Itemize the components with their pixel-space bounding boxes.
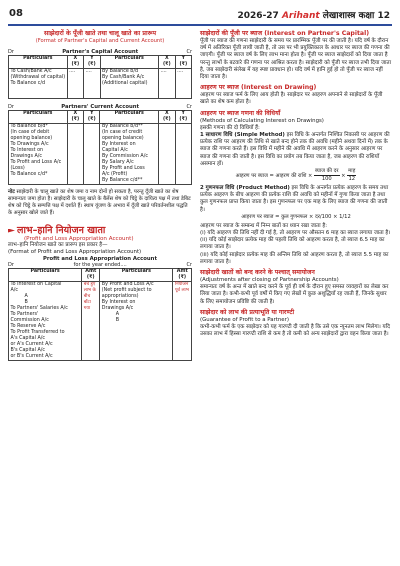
ledger-entry: (Withdrawal of capital)	[10, 75, 66, 80]
ledger-entry: B	[115, 318, 120, 324]
methods-subtitle: (Methods of Calculating Interest on Drawings)	[200, 117, 324, 124]
guarantee-text: कभी-कभी फर्म के एक साझेदार को यह गारण्टी दी जाती है कि उसे एक न्यूनतम लाभ मिलेगा। यदि उसका लाभ में हिस्सा गारण्टी राशि से कम है तो कमी को अन्य साझेदारों द्वारा वहन किया जाता है।	[200, 324, 390, 338]
current-account-table	[8, 110, 192, 185]
formula-1	[200, 168, 392, 183]
draw-interest-title: आहरण पर ब्याज (Interest on Drawing)	[200, 84, 317, 92]
col-header: X (₹)	[67, 56, 84, 69]
ledger-entry: By Interest on	[101, 142, 136, 147]
pl-appropriation-table	[8, 268, 192, 361]
ledger-entry: To Interest on Capital	[10, 282, 62, 288]
times-sign: ×	[341, 173, 346, 180]
amount-cell	[84, 124, 100, 185]
circ-text: आहरण पर ब्याज के सम्बन्ध में निम्न बातों का ध्यान रखा जाता है:	[200, 222, 328, 229]
ledger-entry: (In case of credit	[101, 130, 143, 135]
ledger-entry: To Balance c/d*	[10, 172, 48, 177]
pl-balance-note: बचे हुए लाभ के बीच बाँटा गया	[82, 282, 100, 361]
ledger-entry: opening balance)	[10, 136, 53, 141]
col-header: Particulars	[9, 269, 82, 282]
header-title: लेखाशास्त्र कक्षा 12	[322, 11, 390, 21]
pl-paragraph: लाभ–हानि नियोजन खाते का प्रारूप इस प्रकार है—	[8, 242, 108, 248]
col-header: Amt (₹)	[173, 269, 192, 282]
pl-caption: Profit and Loss Appropriation Account	[42, 256, 157, 263]
ledger-entry: To Partners' Salaries A/c	[10, 306, 68, 312]
ledger-entry: To Balance c/d	[10, 81, 46, 86]
amount-cell	[67, 124, 84, 185]
ledger-entry: To Interest on	[10, 148, 44, 153]
method-1-text: इस विधि के अन्तर्गत निश्चित निकासी पर आहरण की प्रत्येक राशि पर आहरण की तिथि से खाते बन्द होने तक की अवधि (महीने अथवा दिनों में) तक के ब्याज की गणना करते हैं। इस विधि में महीने की अवधि में आहरण करने के अनुसार आहरण पर ब्याज की गणना की जाती है। इस विधि का प्रयोग तब किया जाता है, जब आहरण की राशियाँ असमान हों।	[200, 132, 390, 167]
frac-den: 100	[321, 176, 332, 183]
ledger-entry: By Profit and Loss	[101, 166, 145, 171]
ledger-entry: By Salary A/c	[101, 160, 134, 165]
col-header: Particulars	[9, 56, 68, 69]
circ-item: (iii) यदि कोई साझेदार प्रत्येक माह की अन्तिम तिथि को आहरण करता है, तो ब्याज 5.5 माह का लगाया जाता है।	[200, 251, 389, 265]
ledger-cell	[9, 282, 82, 361]
method-2	[200, 185, 392, 214]
ledger-entry: By Interest on	[101, 300, 136, 306]
brand-logo: Arihant	[281, 11, 320, 21]
ledger-entry: Drawings A/c	[101, 306, 134, 312]
col-header: Y (₹)	[175, 56, 191, 69]
note-text: साझेदारी के चालू खाते का शेष जमा व नाम दोनों हो सकता है, परन्तु दूँजी खाते का शेष सामान्यतः जमा होता है। साझेदारी के चालू खाते के बैलेंस शेष को चिट्ठे के दायित्व पक्ष में तथा डेबिट शेष को चिट्ठे के सम्पत्ति पक्ष में दर्शाते हैं। स्थाप यूंजण के अभाव में दूँजी खाते परिवर्तनशील पद्धति के अनुसार खोले जाते हैं।	[8, 189, 191, 216]
col-header: Amt (₹)	[82, 269, 100, 282]
adjust-text: समान्यतः वर्ष के अन्त में खाते बन्द करने के पूर्व ही वर्ष के दौरान हुए समस्त व्यवहारों का लेखा कर लिया जाता है। कभी-कभी पूर्व वर्षों में किए गए लेखों में कुछ अशुद्धियाँ रह जाती हैं, जिनके सुधार के लिए समायोजन प्रविष्टि की जाती है।	[200, 284, 389, 305]
method-1	[200, 132, 392, 168]
col-header: Particulars	[100, 269, 173, 282]
ledger-entry: A	[115, 312, 120, 318]
ledger-entry: To Profit Transferred to	[10, 330, 65, 336]
ledger-entry: opening balance)	[101, 136, 144, 141]
methods-title: आहरण पर ब्याज गणना की विधियाँ	[200, 109, 281, 117]
formula-2: आहरण पर ब्याज = कुल गुणनफल × दर/100 × 1/12	[241, 213, 351, 220]
ledger-entry: Commission A/c	[10, 318, 49, 324]
ledger-cell	[100, 282, 173, 361]
ledger-entry: B's Capital A/c	[10, 348, 46, 354]
col-header: Y (₹)	[84, 56, 100, 69]
cr-label: Cr	[186, 262, 192, 269]
cr-label: Cr	[186, 104, 192, 110]
method-2-title: 2 गुणनफल विधि (Product Method)	[200, 185, 290, 192]
cap-interest-title: साझेदारों की पूँजी पर ब्याज (Interest on Partner's Capital)	[200, 30, 370, 37]
ledger-entry: A/c (Profit)	[101, 172, 128, 177]
running-header	[238, 8, 390, 21]
dr-label: Dr	[8, 104, 14, 110]
frac-num: ब्याज की दर	[315, 168, 339, 175]
col-header: X (₹)	[159, 56, 176, 69]
guarantee-subtitle: (Guarantee of Profit to a Partner)	[200, 316, 289, 323]
capital-account-table	[8, 55, 192, 99]
capital-formats-title: साझेदारों के पूँजी खाते तथा चालू खाते का प्रारूप	[43, 30, 157, 37]
section-arrow-icon	[8, 229, 15, 233]
ledger-entry: (Net profit subject to	[101, 288, 152, 294]
amount-cell	[175, 124, 191, 185]
amount-cell: ....	[84, 69, 100, 99]
amount-cell: ....	[67, 69, 84, 99]
ledger-entry: To Balance b/d*	[10, 124, 48, 129]
amount-cell: ....	[159, 69, 176, 99]
col-header: Particulars	[100, 56, 159, 69]
draw-interest-text: आहरण पर ब्याज फर्म के लिए आय होती है। साझेदार पर आहरण अपनाने से साझेदारों के पूँजी खाते का शेष कम होता है।	[200, 92, 383, 106]
ledger-entry: By Commission A/c	[101, 154, 148, 159]
ledger-entry: Drawings A/c	[10, 154, 43, 159]
ledger-entry: A/c	[10, 288, 19, 294]
ledger-entry: By Cash/Bank A/c	[102, 75, 145, 80]
pl-appropriation-title	[8, 223, 192, 236]
cur-account-caption: Partners' Current Account	[61, 104, 140, 110]
method-2-text: इस विधि के अन्तर्गत प्रत्येक आहरण के समय तथा प्रत्येक आहरण के बीच आहरण की प्रत्येक राशि की अवधि को महीनों में गुणा किया जाता है तथा कुल गुणनफल प्राप्त किया जाता है। इस गुणनफल पर एक माह के लिए ब्याज की गणना की जाती है।	[200, 185, 389, 213]
ledger-entry: or A's Current A/c	[10, 342, 53, 348]
circ-item: (ii) यदि कोई साझेदार प्रत्येक माह की पहली तिथि को आहरण करता है, तो ब्याज 6.5 माह का लगाया जाता है।	[200, 237, 385, 251]
adjust-subtitle: (Adjustments after closing of Partnership Accounts)	[200, 277, 339, 284]
formula-label: आहरण पर ब्याज = आहरण की राशि ×	[235, 173, 313, 180]
ledger-entry: By Balance c/d**	[101, 178, 143, 183]
col-header: Particulars	[9, 111, 68, 124]
ledger-entry: Capital A/c	[101, 148, 128, 153]
amount-cell	[159, 124, 176, 185]
circ-item: (i) यदि आहरण की तिथि नहीं दी गई है, तो आहरण पर औसतन 6 माह का ब्याज लगाया जाता है।	[200, 230, 391, 237]
ledger-cell	[9, 124, 68, 185]
dr-label: Dr	[8, 49, 14, 55]
header-rule	[8, 24, 392, 26]
ledger-entry: B	[24, 300, 28, 306]
ledger-entry: By Balance b/d**	[101, 124, 143, 129]
ledger-entry: (Loss)	[10, 166, 25, 171]
dr-label: Dr	[8, 262, 14, 269]
months-fraction	[347, 168, 356, 183]
ledger-cell	[9, 69, 68, 99]
guarantee-title: साझेदार को लाभ की प्रत्याभूति या गारण्टी	[200, 308, 295, 316]
frac-num: माह	[348, 168, 356, 175]
adjust-title: साझेदारी खातों को बन्द करने के पश्चात् समायोजन	[200, 269, 315, 277]
methods-intro: इसकी गणना की दो विधियाँ हैं:	[200, 124, 260, 131]
ledger-entry: A	[24, 294, 28, 300]
ledger-entry: To Cash/Bank A/c	[10, 69, 52, 74]
col-header: X (₹)	[67, 111, 84, 124]
ledger-entry: A's Capital A/c	[10, 336, 46, 342]
ledger-cell	[100, 69, 159, 99]
ledger-entry: By Profit and Loss A/c	[101, 282, 154, 288]
col-header: Y (₹)	[84, 111, 100, 124]
cap-account-caption: Partner's Capital Account	[62, 49, 139, 55]
ledger-entry: By Balance b/d	[102, 69, 139, 74]
ledger-entry: (Additional capital)	[102, 81, 148, 86]
col-header: Particulars	[100, 111, 159, 124]
pl-net-note: नियोजन पूर्व लाभ	[173, 282, 192, 361]
ledger-entry: or B's Current A/c	[10, 354, 53, 360]
col-header: X (₹)	[159, 111, 176, 124]
capital-formats-subtitle: (Format of Partner's Capital and Current Account)	[35, 38, 165, 44]
method-1-title: 1 साधारण विधि (Simple Method)	[200, 132, 285, 139]
col-header: Y (₹)	[175, 111, 191, 124]
right-column	[200, 30, 392, 339]
ledger-entry: To Profit and Loss A/c	[10, 160, 62, 165]
note-block	[8, 189, 192, 217]
pl-appropriation-subtitle: (Profit and Loss Appropriation Account)	[24, 236, 134, 242]
pl-for-year: for the year ended....	[73, 262, 127, 269]
left-column	[8, 30, 192, 361]
ledger-cell	[100, 124, 159, 185]
year-label: 2026-27	[237, 11, 279, 21]
note-label: नोट	[8, 189, 15, 195]
page-header	[0, 6, 400, 22]
ledger-entry: To Reserve A/c	[10, 324, 46, 330]
ledger-entry: appropriations)	[101, 294, 139, 300]
pl-title-text: लाभ–हानि नियोजन खाता	[17, 225, 106, 236]
cr-label: Cr	[186, 49, 192, 55]
cap-interest-text: पूँजी पर ब्याज की गणना साझेदारी के समय पर प्रारम्भिक पूँजी पर की जाती है। यदि वर्ष के दौरान वर्ष में अतिरिक्त पूँजी लायी जाती है, तो उस पर भी प्रयुक्तिकाल के आधार पर ब्याज की गणना की जाएगी। पूँजी पर ब्याज वर्ष के लिए लाभ माना होता है। पूँजी पर ब्याज साझेदारों को दिया जाता है परन्तु लाभों के बटवारे की गणना पर आश्रित करता है। साझेदारी को पूँजी पर ब्याज तभी दिया जाता है, जब साझेदारी संलेख में यह स्पष्ट प्रावधान हो। यदि वर्ष में हानि हुई हो तो पूँजी पर ब्याज नहीं दिया जाता है।	[200, 38, 392, 81]
amount-cell: ....	[175, 69, 191, 99]
ledger-entry: (In case of debit	[10, 130, 50, 135]
frac-den: 12	[348, 176, 356, 183]
rate-fraction	[314, 168, 339, 183]
pl-paragraph-2: (Format of Profit and Loss Appropriation Account)	[8, 249, 142, 256]
ledger-entry: To Partners'	[10, 312, 39, 318]
ledger-entry: To Drawings A/c	[10, 142, 49, 147]
page-number: 08	[9, 8, 23, 19]
